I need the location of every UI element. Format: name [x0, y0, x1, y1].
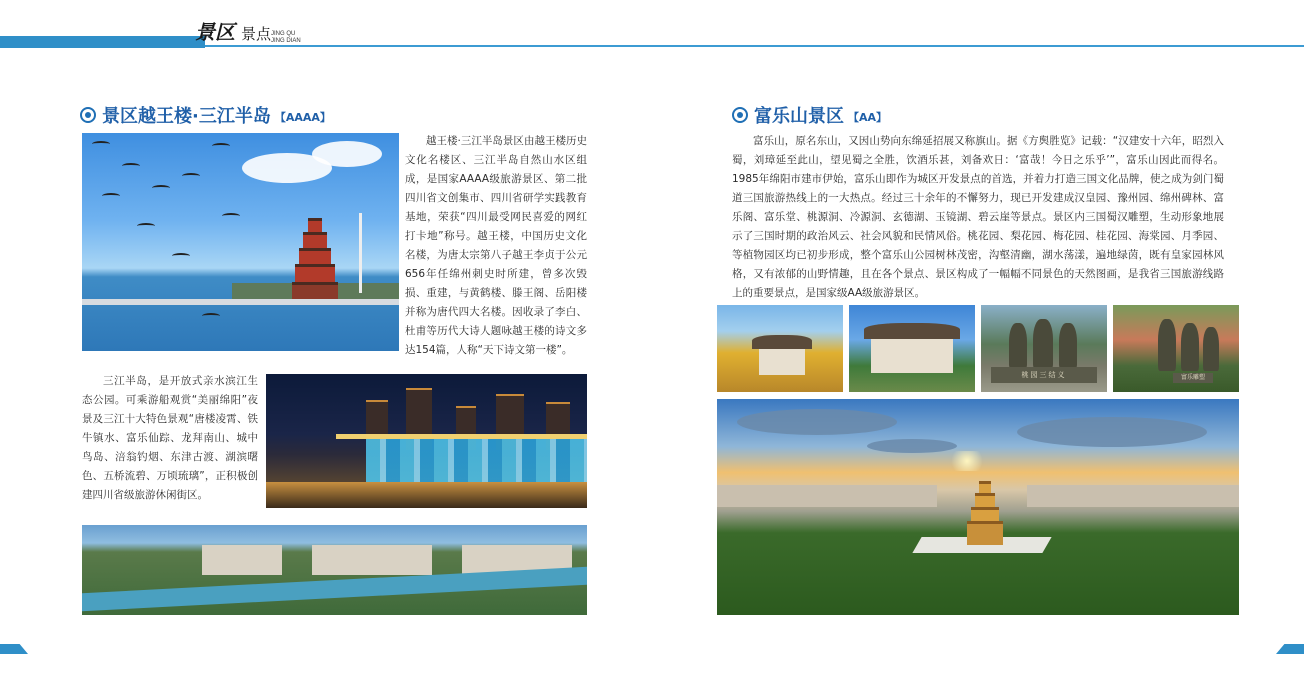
left-para-sanjiang: 三江半岛，是开放式亲水滨江生态公园。可乘游船观赏“美丽绵阳”夜景及三江十大特色景观“唐楼凌霄、铁牛镇水、富乐仙踪、龙拜南山、城中鸟岛、涪翁钓烟、东津古渡、湖滨曙色、五桥流碧、万顷琉璃”，正积极创建四川省级旅游休闲街区。 [82, 375, 258, 501]
header-title-small: 景点 [241, 25, 272, 43]
statue-plaque [991, 367, 1097, 383]
gull [122, 163, 140, 169]
photo-bronze-statues [1113, 305, 1239, 392]
bridge [82, 299, 399, 305]
gull [92, 141, 110, 147]
gull [182, 173, 200, 179]
statue-plaque-text: 富乐雕塑 [1180, 374, 1205, 381]
photo-ginkgo-hall [717, 305, 843, 392]
gull [137, 223, 155, 229]
gull [152, 185, 170, 191]
tv-tower [359, 213, 362, 293]
gull [172, 253, 190, 259]
footer-tick-right [1276, 644, 1304, 654]
left-section-grade: 【AAAA】 [274, 110, 331, 124]
left-para-yuewang: 越王楼·三江半岛景区由越王楼历史文化名楼区、三江半岛自然山水区组成，是国家AAAA级旅游景区、第二批四川省文创集市、四川省研学实践教育基地，荣获“四川最受网民喜爱的网红打卡地”称号。越王楼，中国历史文化名楼，为唐太宗第八子越王李贞于公元656年任绵州刺史时所建，曾多次毁损、重建，与黄鹤楼、滕王阁、岳阳楼并称为唐代四大名楼。因收录了李白、杜甫等历代大诗人题咏越王楼的诗文多达154篇，人称“天下诗文第一楼”。 [405, 135, 587, 356]
gull [202, 313, 220, 319]
fountain-curtain [366, 439, 587, 484]
header-band-left [0, 36, 205, 48]
fule-pavilion [967, 481, 1003, 545]
right-section-heading [732, 102, 887, 128]
city-block [312, 545, 432, 575]
gull [102, 193, 120, 199]
statue-plaque [1173, 373, 1213, 383]
header-pinyin-line2: JING DIAN [271, 38, 301, 44]
page-header-title [195, 16, 271, 45]
footer-tick-left [0, 644, 28, 654]
photo-night-fountain-bridge [266, 374, 587, 508]
river-reflection [266, 482, 587, 508]
photo-fuleshan-aerial [717, 399, 1239, 615]
town [1027, 485, 1239, 507]
sun [947, 451, 987, 471]
header-pinyin [271, 31, 301, 45]
target-bullet-icon [732, 107, 748, 123]
right-para-fuleshan: 富乐山，原名东山，又因山势向东绵延招展又称旗山。据《方舆胜览》记载：“汉建安十六年，昭烈入蜀，刘璋延至此山，望见蜀之全胜，饮酒乐甚，刘备欢日：‘富哉！今日之乐乎’”，富乐山因此而得名。1985年绵阳市建市伊始，富乐山即作为城区开发景点的首选，并着力打造三国文化品牌，使之成为剑门蜀道三国旅游热线上的一大热点。经过三十余年的不懈努力，现已开发建成汉皇园、豫州园、绵州碑林、富乐阁、富乐堂、桃源洞、冷源洞、玄德湖、玉镜湖、碧云崖等景点。景区内三国蜀汉雕塑，生动形象地展示了三国时期的政治风云、社会风貌和民情风俗。桃花园、梨花园、梅花园、桂花园、海棠园、月季园、等植物园区均已初步形成，整个富乐山公园树林茂密，沟壑清幽，湖水荡漾，遍地绿茵，既有皇家园林风格，又有浓郁的山野情趣，且在各个景点、景区构成了一幅幅不同景色的天然图画，是我省三国旅游线路上的重要景点，是国家级AA级旅游景区。 [732, 135, 1224, 299]
header-pinyin-line1: JING QU [271, 31, 296, 37]
left-section-title: 景区越王楼·三江半岛 [102, 106, 271, 127]
photo-archway-gate [849, 305, 975, 392]
gull [212, 143, 230, 149]
gull [222, 213, 240, 219]
town [717, 485, 937, 507]
photo-aerial-peninsula [82, 525, 587, 615]
cloud [312, 141, 382, 167]
right-section-title: 富乐山景区 [754, 106, 844, 127]
photo-oath-statues [981, 305, 1107, 392]
photo-yuewang-tower [82, 133, 399, 351]
header-title-big: 景区 [195, 20, 235, 44]
statue-plaque-text: 桃园三结义 [1021, 371, 1067, 379]
header-rule [205, 45, 1304, 47]
left-section-heading [80, 102, 331, 128]
target-bullet-icon [80, 107, 96, 123]
pagoda [292, 218, 338, 303]
right-section-grade: 【AA】 [848, 110, 888, 124]
city-block [202, 545, 282, 575]
